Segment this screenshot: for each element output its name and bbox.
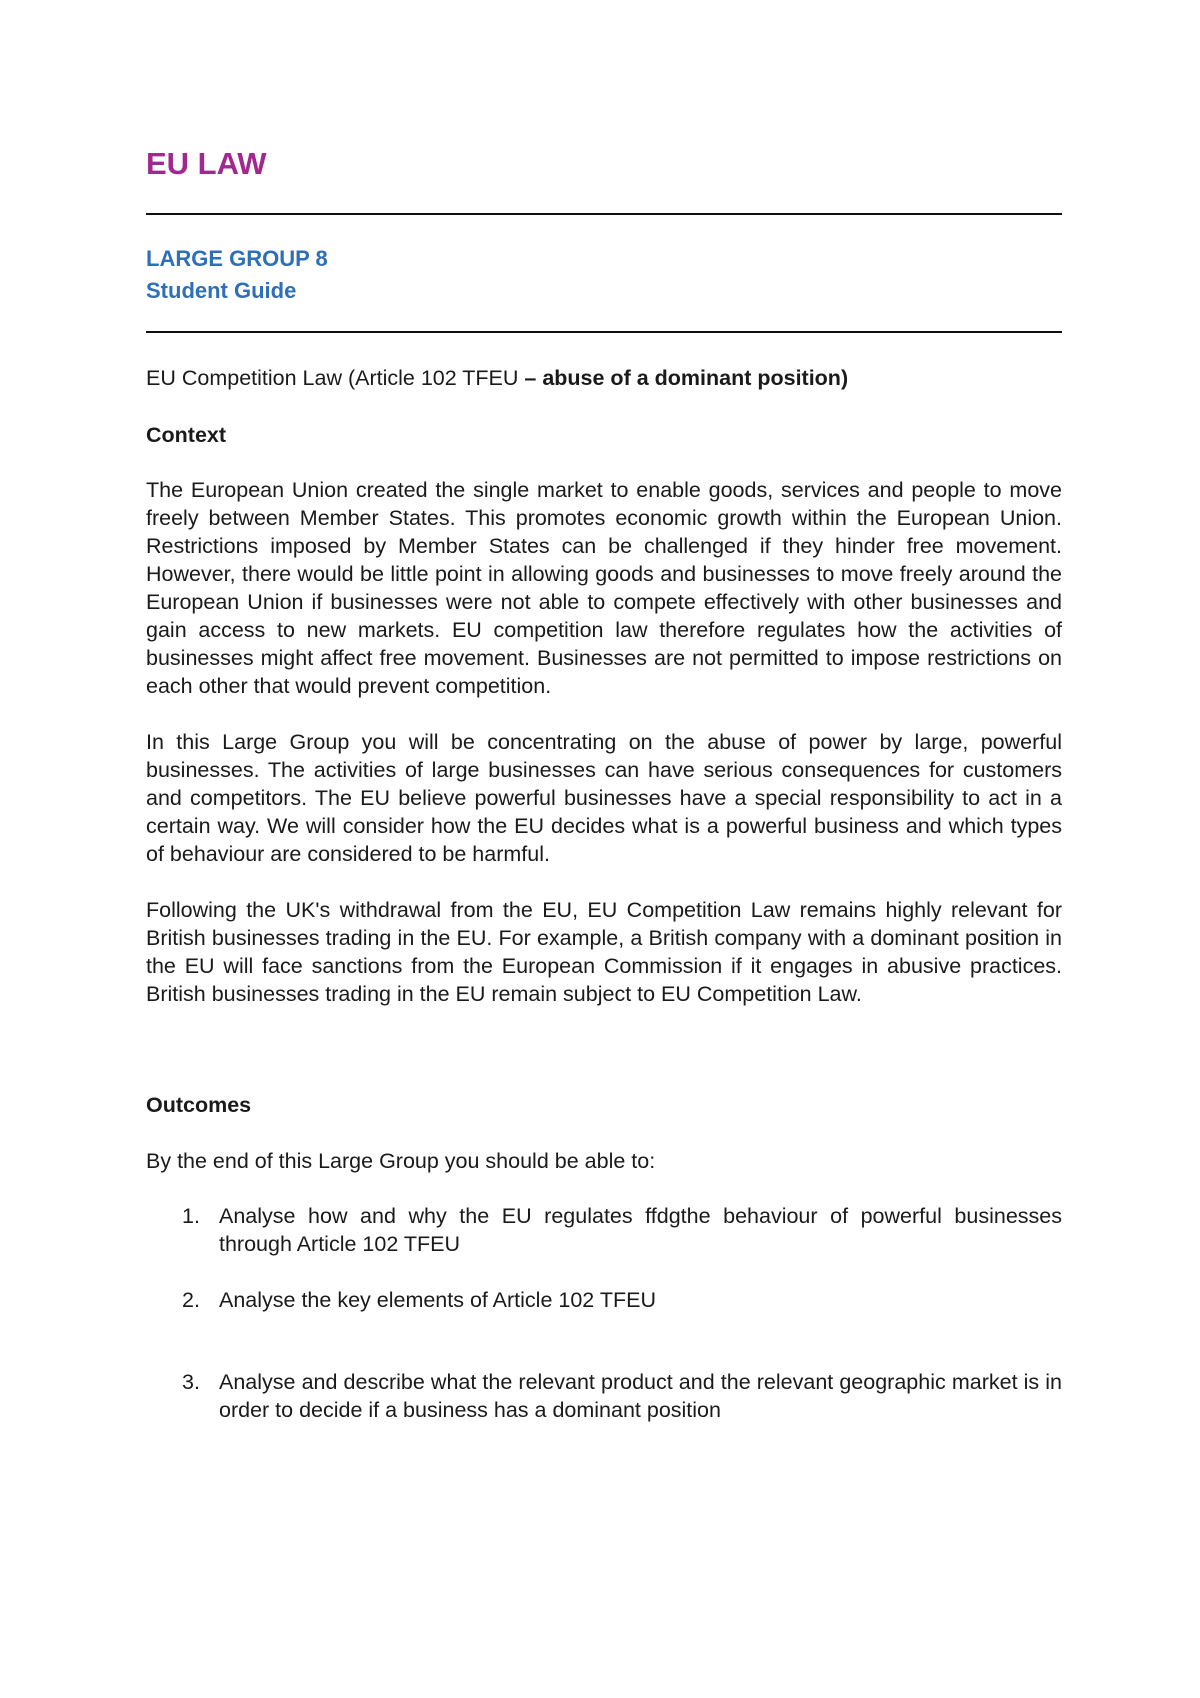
outcomes-intro: By the end of this Large Group you should be able to: [146, 1149, 656, 1173]
group-label: LARGE GROUP 8 [146, 246, 328, 271]
outcome-text: Analyse how and why the EU regulates ffdgthe behaviour of powerful businesses through Article 102 TFEU [219, 1204, 1062, 1256]
outcome-number: 3. [182, 1370, 200, 1394]
subject-bold: – abuse of a dominant position) [524, 366, 849, 390]
divider-bottom [146, 331, 1062, 333]
outcome-number: 1. [182, 1204, 200, 1228]
guide-label: Student Guide [146, 278, 297, 303]
outcome-item-1 [146, 1202, 1062, 1258]
document-title: EU LAW [146, 146, 267, 181]
document-page [146, 138, 1062, 1424]
subject-line [146, 363, 1062, 393]
outcome-number: 2. [182, 1288, 200, 1312]
subject-plain: EU Competition Law (Article 102 TFEU [146, 366, 525, 390]
divider-top [146, 213, 1062, 215]
outcome-item-2 [146, 1286, 1062, 1314]
outcomes-heading: Outcomes [146, 1093, 252, 1117]
outcomes-list [146, 1202, 1062, 1424]
outcome-item-3 [146, 1368, 1062, 1424]
context-paragraph-2: In this Large Group you will be concentrating on the abuse of power by large, powerful businesses. The activities of large businesses can have serious consequences for customers and competitors. The EU believe powerful businesses have a special responsibility to act in a certain way. We will consider how the EU decides what is a powerful business and which types of behaviour are considered to be harmful. [146, 730, 1062, 866]
context-paragraph-3: Following the UK's withdrawal from the EU, EU Competition Law remains highly relevant for British businesses trading in the EU. For example, a British company with a dominant position in the EU will face sanctions from the European Commission if it engages in abusive practices. British businesses trading in the EU remain subject to EU Competition Law. [146, 898, 1062, 1006]
outcome-text: Analyse and describe what the relevant product and the relevant geographic market is in order to decide if a business has a dominant position [219, 1370, 1062, 1422]
context-paragraph-1: The European Union created the single market to enable goods, services and people to move freely between Member States. This promotes economic growth within the European Union. Restrictions imposed by Member States can be challenged if they hinder free movement. However, there would be little point in allowing goods and businesses to move freely around the European Union if businesses were not able to compete effectively with other businesses and gain access to new markets. EU competition law therefore regulates how the activities of businesses might affect free movement. Businesses are not permitted to impose restrictions on each other that would prevent competition. [146, 478, 1062, 698]
outcome-text: Analyse the key elements of Article 102 TFEU [219, 1288, 656, 1312]
context-heading: Context [146, 423, 227, 447]
